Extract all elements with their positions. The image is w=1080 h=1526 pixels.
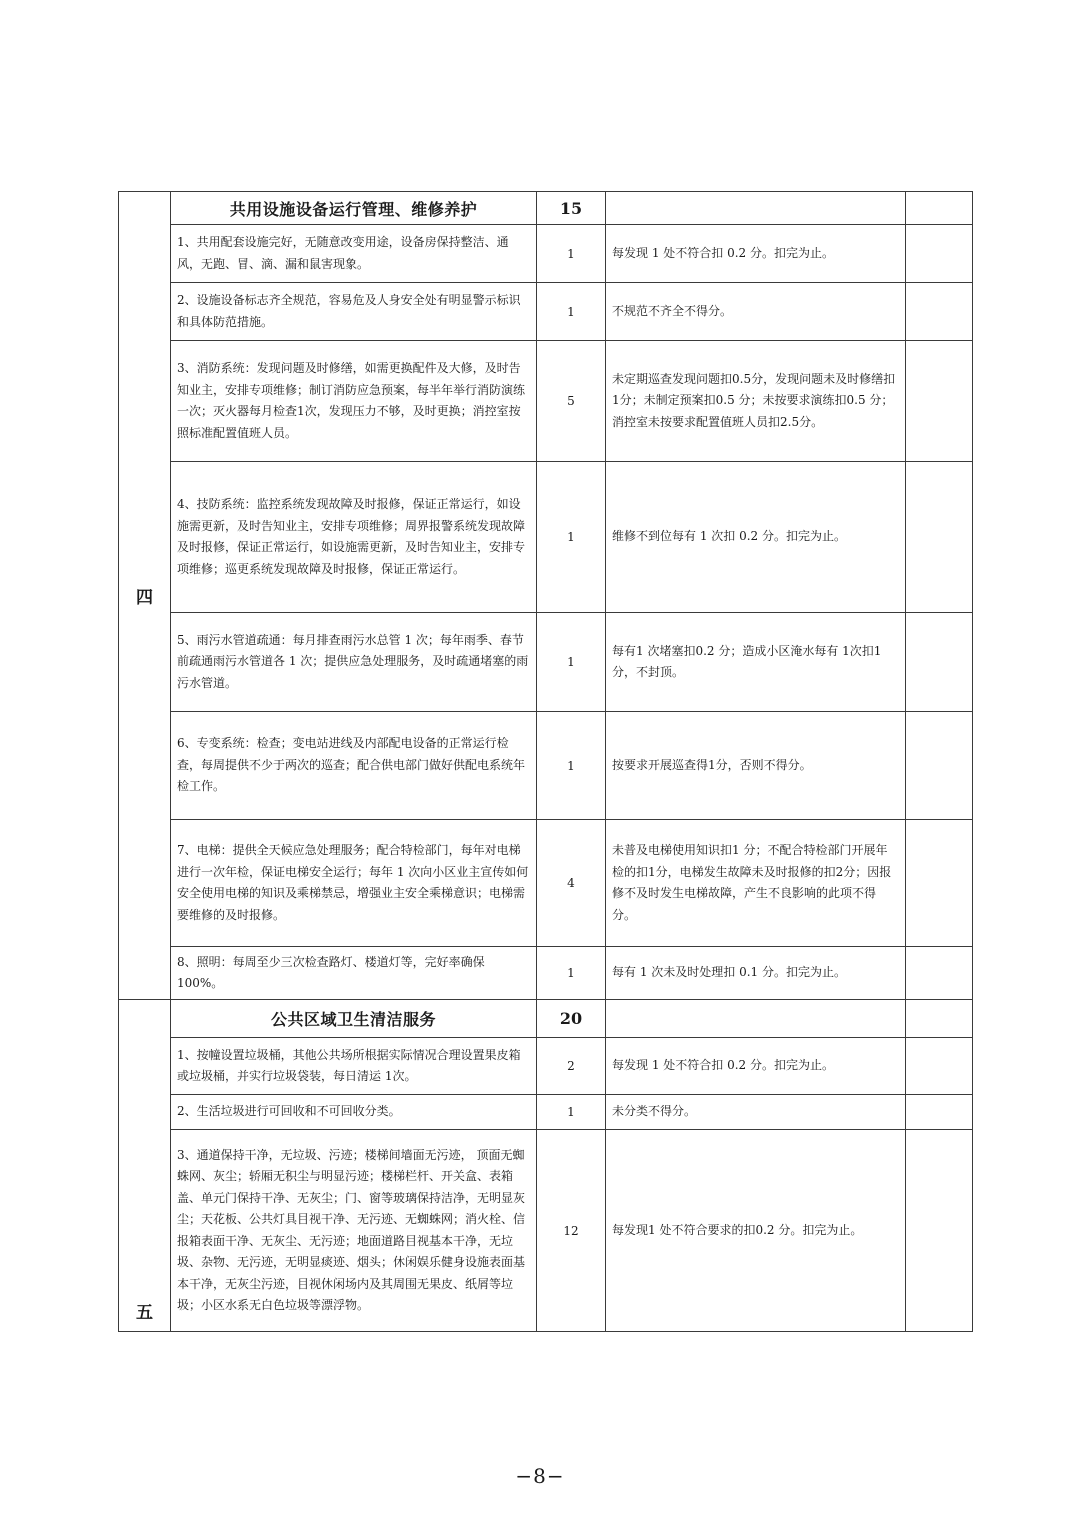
item-score: 2 bbox=[537, 1038, 606, 1095]
table-row bbox=[119, 225, 973, 283]
item-text: 3、消防系统：发现问题及时修缮，如需更换配件及大修，及时告知业主，安排专项维修；制订消防应急预案，每半年举行消防演练一次；灭火器每月检查1次，发现压力不够，及时更换；消控室按照标准配置值班人员。 bbox=[171, 341, 537, 462]
section-number: 五 bbox=[119, 1000, 171, 1332]
item-score: 1 bbox=[537, 613, 606, 712]
remark-cell bbox=[906, 820, 973, 947]
page-number: −8− bbox=[515, 1464, 565, 1488]
table-row bbox=[119, 1038, 973, 1095]
item-text: 2、生活垃圾进行可回收和不可回收分类。 bbox=[171, 1095, 537, 1130]
item-text: 7、电梯：提供全天候应急处理服务；配合特检部门，每年对电梯进行一次年检，保证电梯安全运行；每年 1 次向小区业主宣传如何安全使用电梯的知识及乘梯禁忌，增强业主安全乘梯意识；电梯需要维修的及时报修。 bbox=[171, 820, 537, 947]
item-rule: 未分类不得分。 bbox=[606, 1095, 906, 1130]
item-text: 8、照明：每周至少三次检查路灯、楼道灯等，完好率确保100%。 bbox=[171, 947, 537, 1000]
item-score: 5 bbox=[537, 341, 606, 462]
item-score: 4 bbox=[537, 820, 606, 947]
item-rule: 未普及电梯使用知识扣1 分；不配合特检部门开展年检的扣1分，电梯发生故障未及时报修的扣2分；因报修不及时发生电梯故障，产生不良影响的此项不得分。 bbox=[606, 820, 906, 947]
item-score: 1 bbox=[537, 462, 606, 613]
item-score: 12 bbox=[537, 1130, 606, 1332]
remark-cell bbox=[906, 341, 973, 462]
remark-cell bbox=[906, 192, 973, 225]
table-row bbox=[119, 1095, 973, 1130]
section-number: 四 bbox=[119, 192, 171, 1000]
table-row bbox=[119, 712, 973, 820]
item-rule: 按要求开展巡查得1分，否则不得分。 bbox=[606, 712, 906, 820]
section-score: 20 bbox=[537, 1000, 606, 1038]
item-rule: 未定期巡查发现问题扣0.5分，发现问题未及时修缮扣1分；未制定预案扣0.5 分；未按要求演练扣0.5 分；消控室未按要求配置值班人员扣2.5分。 bbox=[606, 341, 906, 462]
remark-cell bbox=[906, 1000, 973, 1038]
section-header-row bbox=[119, 1000, 973, 1038]
rule-cell bbox=[606, 1000, 906, 1038]
item-text: 5、雨污水管道疏通：每月排查雨污水总管 1 次；每年雨季、春节前疏通雨污水管道各 1 次；提供应急处理服务，及时疏通堵塞的雨污水管道。 bbox=[171, 613, 537, 712]
section-title: 共用设施设备运行管理、维修养护 bbox=[171, 192, 537, 225]
item-rule: 不规范不齐全不得分。 bbox=[606, 283, 906, 341]
remark-cell bbox=[906, 947, 973, 1000]
item-score: 1 bbox=[537, 947, 606, 1000]
remark-cell bbox=[906, 613, 973, 712]
table-row bbox=[119, 947, 973, 1000]
table-row bbox=[119, 613, 973, 712]
item-text: 1、按幢设置垃圾桶，其他公共场所根据实际情况合理设置果皮箱或垃圾桶，并实行垃圾袋装，每日清运 1次。 bbox=[171, 1038, 537, 1095]
table-row bbox=[119, 1130, 973, 1332]
section-header-row bbox=[119, 192, 973, 225]
remark-cell bbox=[906, 283, 973, 341]
table-row bbox=[119, 820, 973, 947]
remark-cell bbox=[906, 712, 973, 820]
item-score: 1 bbox=[537, 283, 606, 341]
item-text: 2、设施设备标志齐全规范，容易危及人身安全处有明显警示标识和具体防范措施。 bbox=[171, 283, 537, 341]
remark-cell bbox=[906, 1130, 973, 1332]
item-score: 1 bbox=[537, 1095, 606, 1130]
item-text: 1、共用配套设施完好，无随意改变用途，设备房保持整洁、通风，无跑、冒、滴、漏和鼠害现象。 bbox=[171, 225, 537, 283]
item-text: 3、通道保持干净，无垃圾、污迹；楼梯间墙面无污迹， 顶面无蜘蛛网、灰尘；轿厢无积尘与明显污迹；楼梯栏杆、开关盒、表箱盖、单元门保持干净、无灰尘；门、窗等玻璃保持洁净，无明显灰尘；天花板、公共灯具目视干净、无污迹、无蜘蛛网；消火栓、信报箱表面干净、无灰尘、无污迹；地面道路目视基本干净，无垃圾、杂物、无污迹，无明显痰迹、烟头；休闲娱乐健身设施表面基本干净，无灰尘污迹，目视休闲场内及其周围无果皮、纸屑等垃圾；小区水系无白色垃圾等漂浮物。 bbox=[171, 1130, 537, 1332]
item-rule: 维修不到位每有 1 次扣 0.2 分。扣完为止。 bbox=[606, 462, 906, 613]
item-rule: 每发现 1 处不符合扣 0.2 分。扣完为止。 bbox=[606, 1038, 906, 1095]
table-row bbox=[119, 341, 973, 462]
item-rule: 每发现 1 处不符合扣 0.2 分。扣完为止。 bbox=[606, 225, 906, 283]
scoring-table bbox=[118, 191, 973, 1332]
rule-cell bbox=[606, 192, 906, 225]
item-rule: 每发现1 处不符合要求的扣0.2 分。扣完为止。 bbox=[606, 1130, 906, 1332]
remark-cell bbox=[906, 1038, 973, 1095]
table-row bbox=[119, 462, 973, 613]
remark-cell bbox=[906, 462, 973, 613]
item-score: 1 bbox=[537, 225, 606, 283]
item-text: 6、专变系统：检查；变电站进线及内部配电设备的正常运行检查，每周提供不少于两次的巡查；配合供电部门做好供配电系统年检工作。 bbox=[171, 712, 537, 820]
table-row bbox=[119, 283, 973, 341]
item-rule: 每有 1 次未及时处理扣 0.1 分。扣完为止。 bbox=[606, 947, 906, 1000]
remark-cell bbox=[906, 225, 973, 283]
section-score: 15 bbox=[537, 192, 606, 225]
item-rule: 每有1 次堵塞扣0.2 分；造成小区淹水每有 1次扣1分，不封顶。 bbox=[606, 613, 906, 712]
item-score: 1 bbox=[537, 712, 606, 820]
remark-cell bbox=[906, 1095, 973, 1130]
item-text: 4、技防系统：监控系统发现故障及时报修，保证正常运行，如设施需更新，及时告知业主，安排专项维修；周界报警系统发现故障及时报修，保证正常运行，如设施需更新，及时告知业主，安排专项维修；巡更系统发现故障及时报修，保证正常运行。 bbox=[171, 462, 537, 613]
section-title: 公共区域卫生清洁服务 bbox=[171, 1000, 537, 1038]
